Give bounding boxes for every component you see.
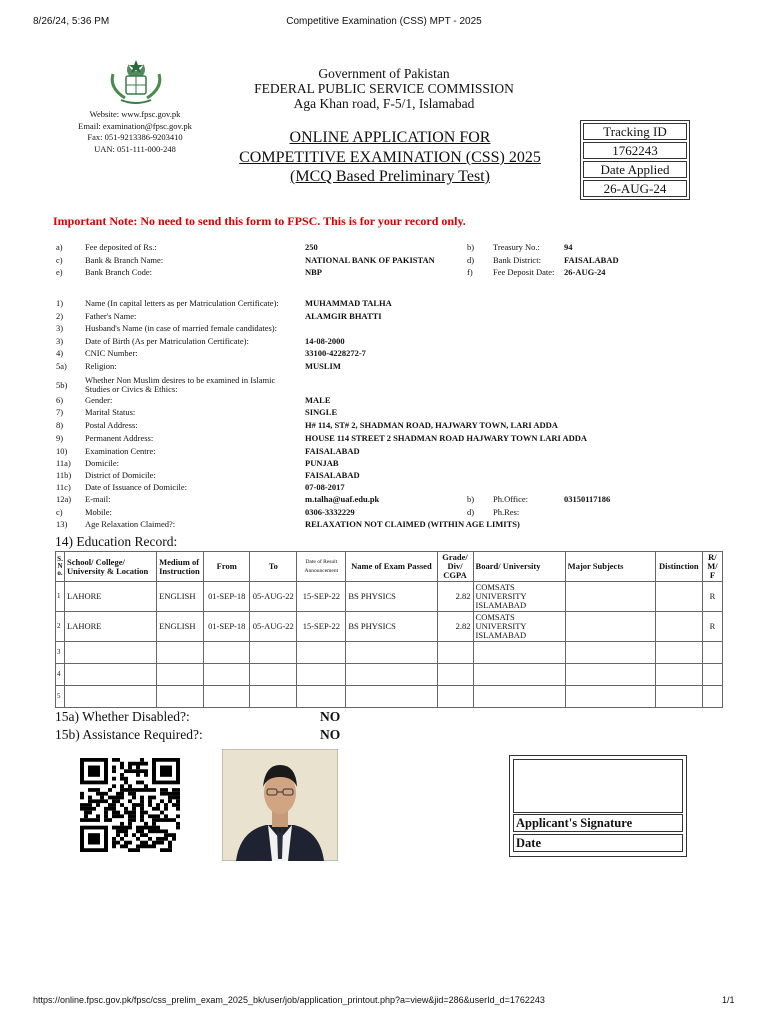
table-cell: 4 bbox=[56, 664, 65, 686]
signature-box bbox=[509, 755, 687, 857]
field-code: 5a) bbox=[56, 361, 67, 371]
field-label: Father's Name: bbox=[85, 311, 137, 321]
field-code: 7) bbox=[56, 407, 64, 417]
table-cell bbox=[473, 664, 565, 686]
field-label: Marital Status: bbox=[85, 407, 136, 417]
field-label: Date of Birth (As per Matriculation Certificate): bbox=[85, 336, 249, 346]
assistance-value: NO bbox=[320, 727, 341, 742]
field-code: 11a) bbox=[56, 458, 71, 468]
table-cell: 2.82 bbox=[437, 612, 473, 642]
field-code: 11b) bbox=[56, 470, 72, 480]
table-cell bbox=[655, 686, 702, 708]
tracking-id-label: Tracking ID bbox=[583, 123, 687, 140]
field-label2: Ph.Res: bbox=[493, 507, 520, 517]
table-cell bbox=[565, 612, 655, 642]
field-code2: d) bbox=[467, 507, 475, 517]
table-cell bbox=[655, 582, 702, 612]
col-school: School/ College/ University & Location bbox=[65, 552, 157, 582]
field-label: Domicile: bbox=[85, 458, 119, 468]
field-code: 2) bbox=[56, 311, 64, 321]
field-value: PUNJAB bbox=[305, 458, 339, 468]
field-label: Age Relaxation Claimed?: bbox=[85, 519, 176, 529]
field-value: 33100-4228272-7 bbox=[305, 348, 366, 358]
field-value: SINGLE bbox=[305, 407, 338, 417]
field-label: Mobile: bbox=[85, 507, 112, 517]
org-line1: Government of Pakistan bbox=[318, 66, 450, 81]
table-cell: 2.82 bbox=[437, 582, 473, 612]
table-cell bbox=[473, 686, 565, 708]
education-table bbox=[55, 551, 723, 708]
field-value: FAISALABAD bbox=[305, 446, 360, 456]
fee-row bbox=[0, 255, 768, 266]
table-cell bbox=[65, 686, 157, 708]
table-cell bbox=[250, 664, 297, 686]
field-code: 10) bbox=[56, 446, 68, 456]
table-cell bbox=[346, 664, 437, 686]
table-cell bbox=[473, 642, 565, 664]
table-cell bbox=[702, 664, 722, 686]
field-code: c) bbox=[56, 507, 63, 517]
table-cell: 15-SEP-22 bbox=[297, 582, 346, 612]
personal-row bbox=[0, 482, 768, 493]
table-cell bbox=[297, 642, 346, 664]
field-value: FAISALABAD bbox=[305, 470, 360, 480]
disabled-value: NO bbox=[320, 709, 341, 724]
fee-label: Fee deposited of Rs.: bbox=[85, 242, 157, 252]
table-cell bbox=[157, 642, 204, 664]
table-row bbox=[56, 582, 723, 612]
field-code: 5b) bbox=[56, 380, 68, 390]
fee-code: c) bbox=[56, 255, 63, 265]
fee-value2: FAISALABAD bbox=[564, 255, 619, 265]
table-cell bbox=[250, 642, 297, 664]
table-cell bbox=[204, 686, 250, 708]
print-title: Competitive Examination (CSS) MPT - 2025 bbox=[286, 16, 482, 27]
personal-row bbox=[0, 433, 768, 444]
fax-text: Fax: 051-9213386-9203410 bbox=[87, 132, 183, 142]
table-cell: 05-AUG-22 bbox=[250, 582, 297, 612]
personal-row bbox=[0, 458, 768, 469]
table-cell: 01-SEP-18 bbox=[204, 582, 250, 612]
table-cell bbox=[297, 664, 346, 686]
contact-block bbox=[60, 109, 210, 155]
field-label: Examination Centre: bbox=[85, 446, 156, 456]
table-cell: 5 bbox=[56, 686, 65, 708]
field-code: 8) bbox=[56, 420, 64, 430]
table-cell bbox=[204, 664, 250, 686]
date-label: Date bbox=[513, 834, 683, 852]
website-text: Website: www.fpsc.gov.pk bbox=[89, 109, 181, 119]
app-title-line2: COMPETITIVE EXAMINATION (CSS) 2025 bbox=[239, 149, 541, 166]
email-text: Email: examination@fpsc.gov.pk bbox=[78, 120, 192, 131]
field-value: m.talha@uaf.edu.pk bbox=[305, 494, 380, 504]
fee-label2: Bank District: bbox=[493, 255, 541, 265]
field-value2: 03150117186 bbox=[564, 494, 611, 504]
field-code: 3) bbox=[56, 336, 64, 346]
personal-row bbox=[0, 323, 768, 334]
personal-row bbox=[0, 336, 768, 347]
signature-area bbox=[513, 759, 683, 813]
table-cell bbox=[655, 642, 702, 664]
field-label2: Ph.Office: bbox=[493, 494, 529, 504]
app-title-line3: (MCQ Based Preliminary Test) bbox=[290, 168, 490, 185]
col-to: To bbox=[250, 552, 297, 582]
col-from: From bbox=[204, 552, 250, 582]
col-rmf: R/ M/ F bbox=[702, 552, 722, 582]
col-exam: Name of Exam Passed bbox=[346, 552, 437, 582]
footer-page: 1/1 bbox=[722, 995, 735, 1005]
table-cell: 15-SEP-22 bbox=[297, 612, 346, 642]
org-line3: Aga Khan road, F-5/1, Islamabad bbox=[293, 96, 475, 111]
table-cell bbox=[437, 642, 473, 664]
col-grade: Grade/ Div/ CGPA bbox=[437, 552, 473, 582]
fee-value: 250 bbox=[305, 242, 318, 252]
table-row bbox=[56, 664, 723, 686]
field-value: 07-08-2017 bbox=[305, 482, 345, 492]
education-header-row bbox=[56, 552, 723, 582]
field-label: Permanent Address: bbox=[85, 433, 154, 443]
table-cell bbox=[157, 664, 204, 686]
disabled-label: 15a) Whether Disabled?: bbox=[55, 709, 190, 724]
table-row bbox=[56, 686, 723, 708]
table-cell bbox=[437, 686, 473, 708]
field-value: RELAXATION NOT CLAIMED (WITHIN AGE LIMITS) bbox=[305, 519, 520, 529]
field-label: Gender: bbox=[85, 395, 113, 405]
table-cell bbox=[655, 664, 702, 686]
field-code: 9) bbox=[56, 433, 64, 443]
field-value: MUSLIM bbox=[305, 361, 341, 371]
footer-url[interactable]: https://online.fpsc.gov.pk/fpsc/css_prelim_exam_2025_bk/user/job/application_printout.php?a=view&jid=286&userId_d=1762243 bbox=[33, 995, 545, 1005]
personal-row bbox=[0, 395, 768, 406]
fee-value2: 94 bbox=[564, 242, 573, 252]
table-cell bbox=[346, 642, 437, 664]
personal-row bbox=[0, 446, 768, 457]
fee-code: e) bbox=[56, 267, 63, 277]
field-label: Religion: bbox=[85, 361, 117, 371]
personal-row bbox=[0, 311, 768, 322]
table-cell: LAHORE bbox=[65, 582, 157, 612]
personal-row bbox=[0, 507, 768, 518]
tracking-box bbox=[580, 120, 690, 200]
fee-value2: 26-AUG-24 bbox=[564, 267, 606, 277]
table-cell bbox=[65, 642, 157, 664]
col-medium: Medium of Instruction bbox=[157, 552, 204, 582]
field-label: District of Domicile: bbox=[85, 470, 156, 480]
print-datetime: 8/26/24, 5:36 PM bbox=[33, 16, 110, 27]
field-code: 13) bbox=[56, 519, 68, 529]
table-cell: COMSATS UNIVERSITY ISLAMABAD bbox=[473, 612, 565, 642]
field-value: H# 114, ST# 2, SHADMAN ROAD, HAJWARY TOWN, LARI ADDA bbox=[305, 420, 558, 430]
personal-row bbox=[0, 420, 768, 431]
field-label: Postal Address: bbox=[85, 420, 138, 430]
table-cell: ENGLISH bbox=[157, 582, 204, 612]
field-code: 3) bbox=[56, 323, 64, 333]
table-cell bbox=[702, 686, 722, 708]
table-cell: ENGLISH bbox=[157, 612, 204, 642]
col-distinction: Distinction bbox=[655, 552, 702, 582]
table-cell bbox=[250, 686, 297, 708]
fee-code: a) bbox=[56, 242, 63, 252]
field-label: Whether Non Muslim desires to be examined in Islamic bbox=[85, 375, 276, 385]
fee-label: Bank & Branch Name: bbox=[85, 255, 164, 265]
table-row bbox=[56, 612, 723, 642]
field-label: E-mail: bbox=[85, 494, 111, 504]
field-code: 12a) bbox=[56, 494, 72, 504]
app-title-line1: ONLINE APPLICATION FOR bbox=[289, 129, 491, 146]
date-applied-value: 26-AUG-24 bbox=[583, 180, 687, 197]
field-code: 4) bbox=[56, 348, 64, 358]
field-value: 14-08-2000 bbox=[305, 336, 345, 346]
field-label: Name (In capital letters as per Matriculation Certificate): bbox=[85, 298, 279, 308]
table-cell: 2 bbox=[56, 612, 65, 642]
personal-row bbox=[0, 470, 768, 481]
personal-row bbox=[0, 494, 768, 505]
field-value: 0306-3332229 bbox=[305, 507, 355, 517]
fee-label: Bank Branch Code: bbox=[85, 267, 153, 277]
fee-value: NBP bbox=[305, 267, 322, 277]
important-note: Important Note: No need to send this form to FPSC. This is for your record only. bbox=[53, 214, 466, 228]
table-cell bbox=[204, 642, 250, 664]
table-cell bbox=[346, 686, 437, 708]
field-code: 1) bbox=[56, 298, 64, 308]
field-label: Date of Issuance of Domicile: bbox=[85, 482, 187, 492]
field-value: ALAMGIR BHATTI bbox=[305, 311, 382, 321]
table-row bbox=[56, 642, 723, 664]
table-cell: 1 bbox=[56, 582, 65, 612]
field-code2: b) bbox=[467, 494, 475, 504]
date-applied-label: Date Applied bbox=[583, 161, 687, 178]
applicant-photo bbox=[222, 749, 338, 861]
table-cell: 01-SEP-18 bbox=[204, 612, 250, 642]
col-sno: S. N o. bbox=[56, 552, 65, 582]
table-cell bbox=[437, 664, 473, 686]
personal-row bbox=[0, 361, 768, 372]
field-label-cont: Studies or Civics & Ethics: bbox=[85, 384, 178, 394]
table-cell: BS PHYSICS bbox=[346, 582, 437, 612]
table-cell bbox=[565, 664, 655, 686]
tracking-id-value: 1762243 bbox=[583, 142, 687, 159]
table-cell bbox=[297, 686, 346, 708]
assistance-label: 15b) Assistance Required?: bbox=[55, 727, 203, 742]
uan-text: UAN: 051-111-000-248 bbox=[94, 143, 176, 154]
field-label: CNIC Number: bbox=[85, 348, 138, 358]
table-cell: LAHORE bbox=[65, 612, 157, 642]
fee-label2: Treasury No.: bbox=[493, 242, 540, 252]
table-cell: COMSATS UNIVERSITY ISLAMABAD bbox=[473, 582, 565, 612]
table-cell: R bbox=[702, 612, 722, 642]
personal-row bbox=[0, 348, 768, 359]
fee-value: NATIONAL BANK OF PAKISTAN bbox=[305, 255, 435, 265]
education-heading: 14) Education Record: bbox=[55, 534, 178, 549]
org-line2: FEDERAL PUBLIC SERVICE COMMISSION bbox=[254, 81, 514, 96]
qr-code-icon bbox=[80, 758, 180, 852]
table-cell bbox=[565, 642, 655, 664]
col-board: Board/ University bbox=[473, 552, 565, 582]
field-value: MUHAMMAD TALHA bbox=[305, 298, 392, 308]
field-value: MALE bbox=[305, 395, 331, 405]
personal-row bbox=[0, 407, 768, 418]
signature-label: Applicant's Signature bbox=[513, 814, 683, 832]
fee-code2: f) bbox=[467, 267, 473, 277]
table-cell: BS PHYSICS bbox=[346, 612, 437, 642]
field-value: HOUSE 114 STREET 2 SHADMAN ROAD HAJWARY TOWN LARI ADDA bbox=[305, 433, 588, 443]
field-code: 11c) bbox=[56, 482, 71, 492]
col-major: Major Subjects bbox=[565, 552, 655, 582]
table-cell: R bbox=[702, 582, 722, 612]
table-cell bbox=[157, 686, 204, 708]
personal-row bbox=[0, 519, 768, 530]
field-label: Husband's Name (in case of married female candidates): bbox=[85, 323, 277, 333]
fee-row bbox=[0, 267, 768, 278]
table-cell bbox=[702, 642, 722, 664]
table-cell: 05-AUG-22 bbox=[250, 612, 297, 642]
field-code: 6) bbox=[56, 395, 64, 405]
table-cell bbox=[565, 582, 655, 612]
table-cell bbox=[565, 686, 655, 708]
fee-code2: b) bbox=[467, 242, 475, 252]
col-result-date: Date of Result Announcement bbox=[297, 552, 346, 582]
personal-row bbox=[0, 298, 768, 309]
fee-row bbox=[0, 242, 768, 253]
fee-code2: d) bbox=[467, 255, 475, 265]
table-cell bbox=[65, 664, 157, 686]
fee-label2: Fee Deposit Date: bbox=[493, 267, 555, 277]
table-cell bbox=[655, 612, 702, 642]
table-cell: 3 bbox=[56, 642, 65, 664]
